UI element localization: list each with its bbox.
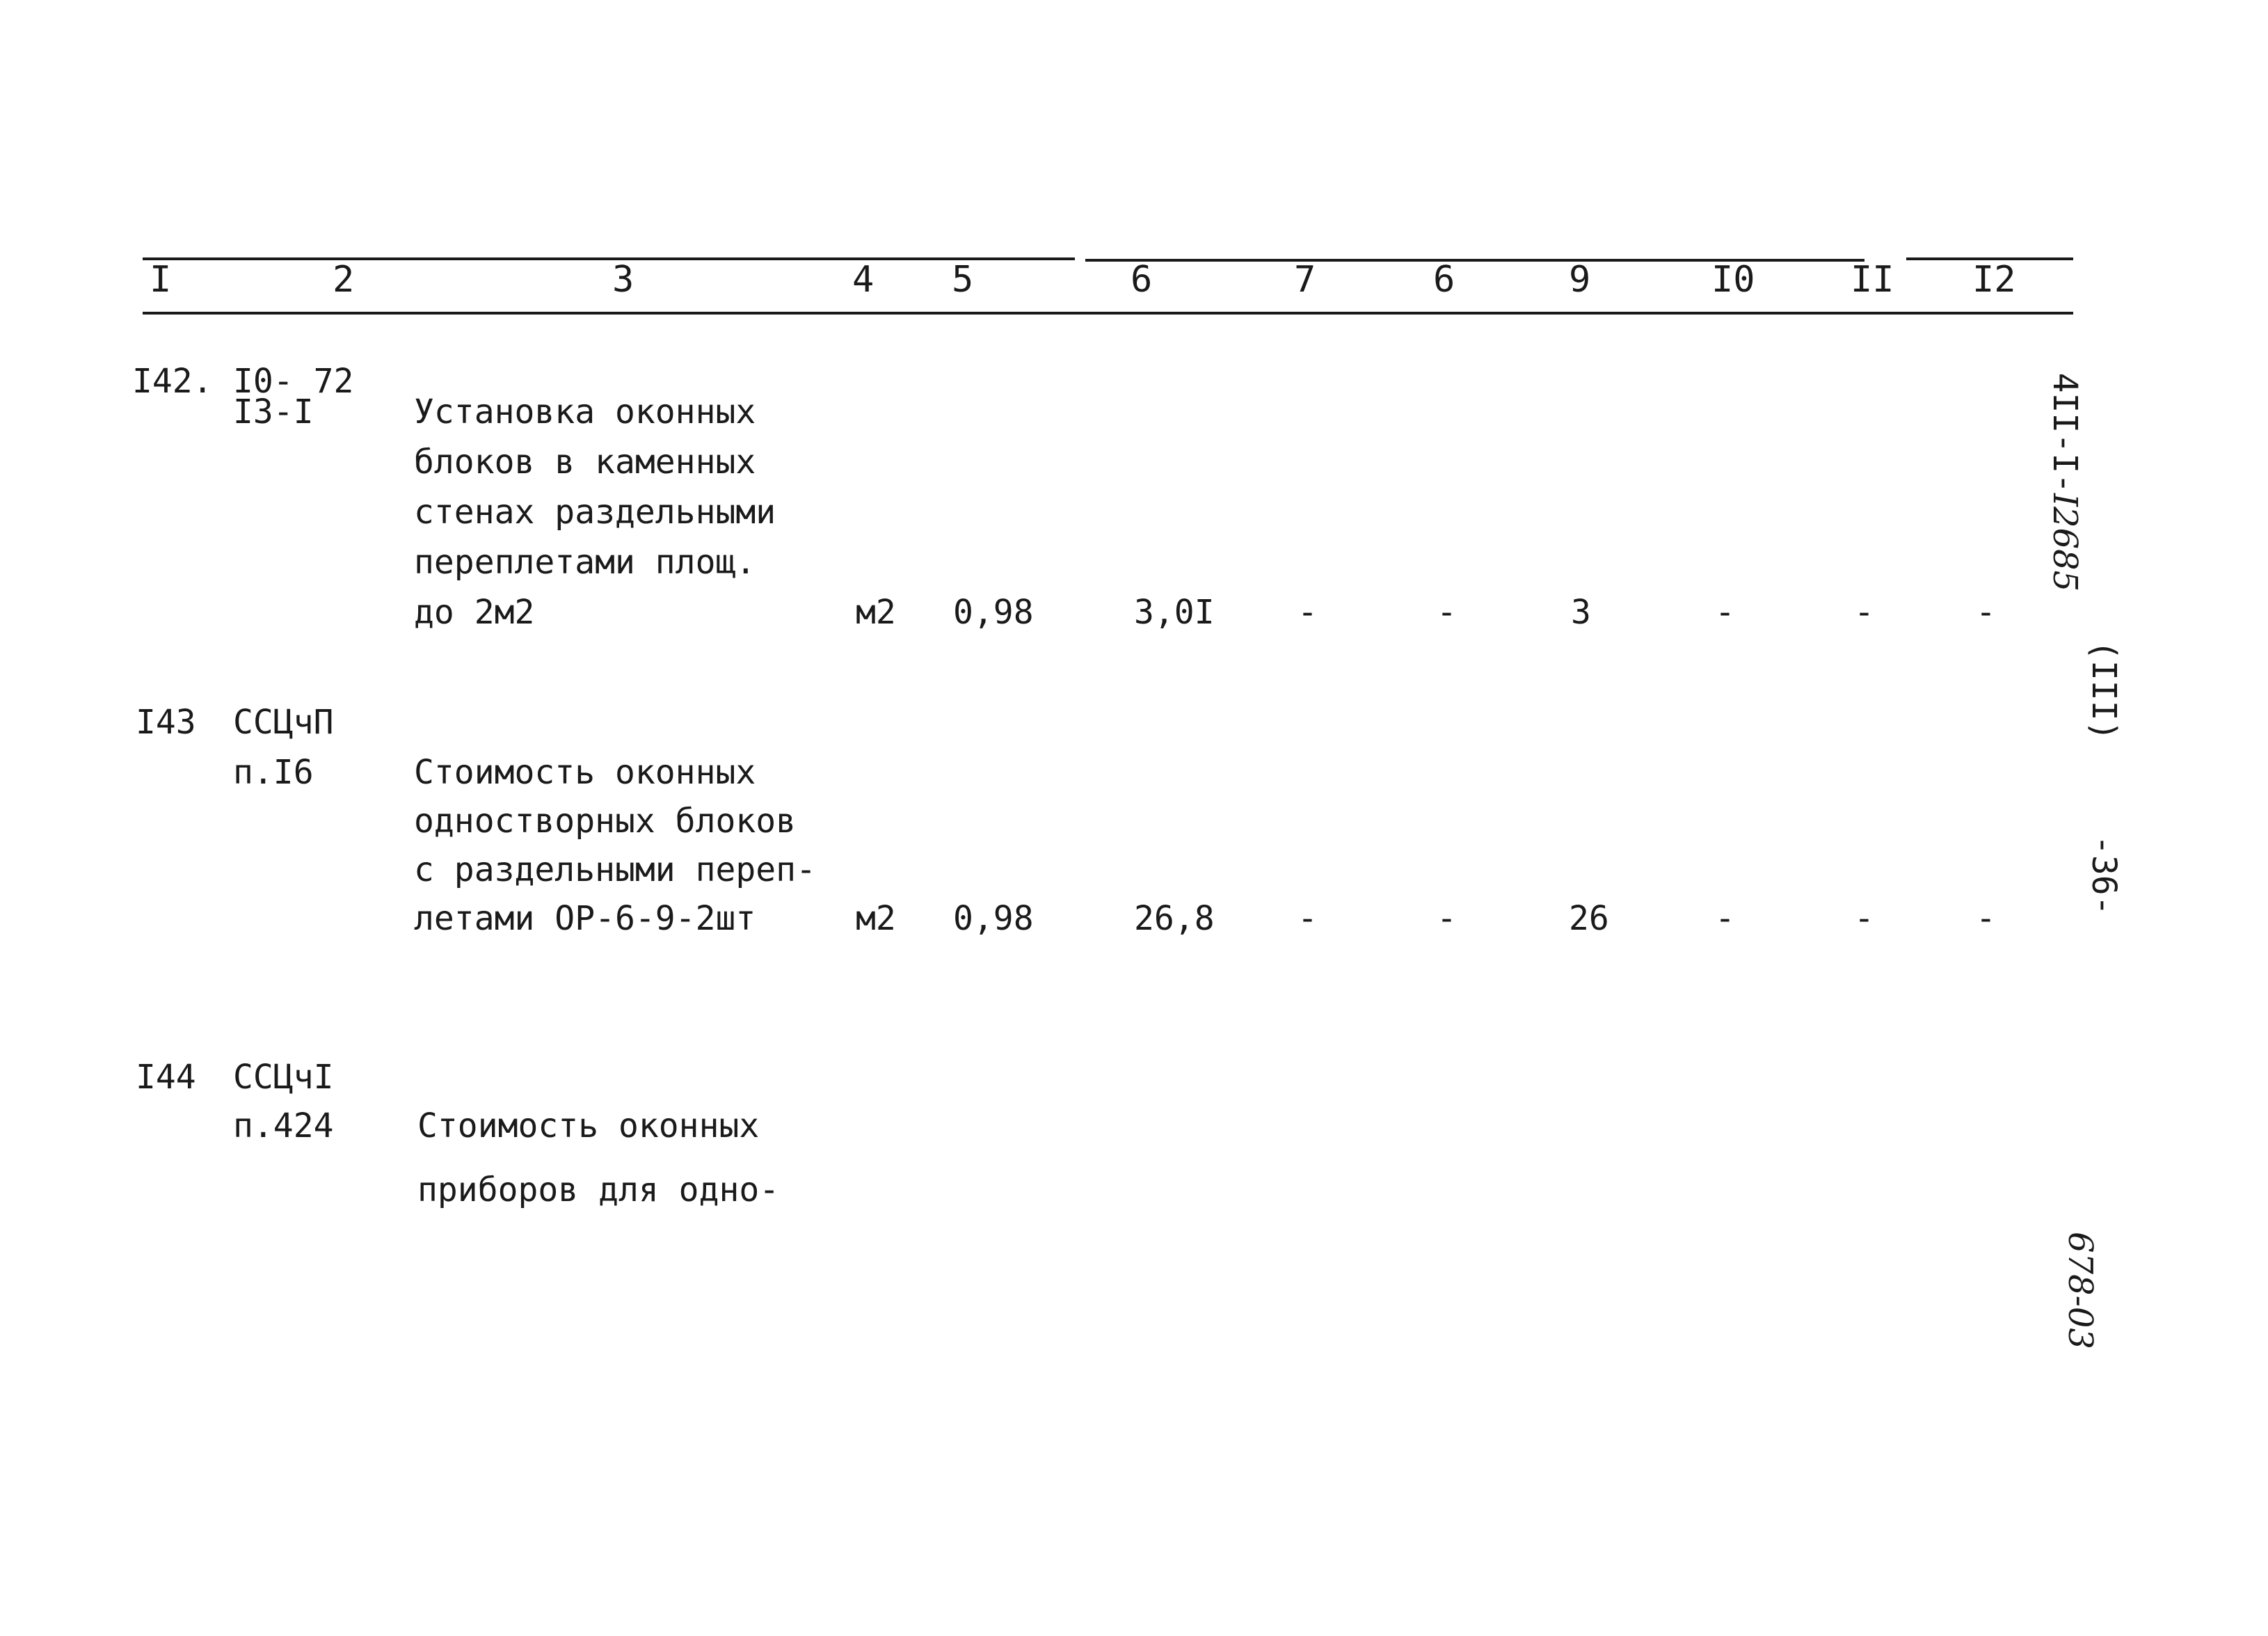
row-col7: -: [1297, 899, 1318, 938]
row-description: Установка оконных: [414, 392, 756, 431]
row-description: Стоимость оконных: [414, 753, 756, 792]
row-description: до 2м2: [414, 593, 535, 632]
row-description: одностворных блоков: [414, 802, 797, 841]
column-header: 6: [1433, 259, 1455, 301]
column-header: 3: [612, 259, 634, 301]
row-col6: 3,0I: [1134, 593, 1215, 632]
row-description: переплетами площ.: [414, 543, 756, 582]
row-col9: 3: [1571, 593, 1591, 632]
document-code: [2006, 292, 2123, 591]
page-number: -36-: [2084, 835, 2123, 916]
row-col8: -: [1437, 593, 1457, 632]
row-reference: ССЦчП: [233, 703, 334, 742]
row-col9: 26: [1569, 899, 1609, 938]
row-col8: -: [1437, 899, 1457, 938]
column-header: 7: [1294, 259, 1316, 301]
column-header: 2: [333, 259, 355, 301]
row-col11: -: [1854, 899, 1874, 938]
archive-stamp: 678-03: [2061, 1232, 2100, 1349]
row-unit: м2: [856, 899, 896, 938]
row-reference: I0- 72: [233, 362, 354, 401]
column-header: 5: [952, 259, 974, 301]
row-description: Стоимость оконных: [417, 1106, 760, 1145]
column-header: I: [150, 259, 172, 301]
row-col10: -: [1715, 593, 1735, 632]
row-col12: -: [1976, 593, 1996, 632]
row-number: I44: [136, 1058, 196, 1097]
row-description: блоков в каменных: [414, 443, 756, 482]
header-bottom-rule: [143, 312, 2073, 315]
column-header: II: [1851, 259, 1894, 301]
row-col12: -: [1976, 899, 1996, 938]
document-code-printed: 4II-I-: [2045, 372, 2084, 493]
row-col11: -: [1854, 593, 1874, 632]
row-quantity: 0,98: [953, 593, 1034, 632]
row-description: летами ОР-6-9-2шт: [414, 899, 756, 938]
column-header: 9: [1569, 259, 1591, 301]
column-header: 6: [1131, 259, 1153, 301]
column-header: I0: [1711, 259, 1755, 301]
row-unit: м2: [856, 593, 896, 632]
column-header: I2: [1972, 259, 2016, 301]
row-col10: -: [1715, 899, 1735, 938]
row-col7: -: [1297, 593, 1318, 632]
row-reference: п.424: [233, 1106, 334, 1145]
row-reference: ССЦчI: [233, 1058, 334, 1097]
document-code-handwritten: I2685: [2045, 493, 2084, 592]
row-description: приборов для одно-: [417, 1170, 780, 1209]
row-col6: 26,8: [1134, 899, 1215, 938]
row-reference: I3-I: [233, 392, 314, 431]
column-header: 4: [852, 259, 875, 301]
row-quantity: 0,98: [953, 899, 1034, 938]
document-part: (III): [2084, 640, 2123, 741]
row-description: стенах раздельными: [414, 493, 776, 532]
row-number: I43: [136, 703, 196, 742]
row-description: с раздельными переп-: [414, 850, 816, 889]
header-top-rule: [143, 257, 1075, 260]
row-reference: п.I6: [233, 753, 314, 792]
row-number: I42.: [132, 362, 213, 401]
